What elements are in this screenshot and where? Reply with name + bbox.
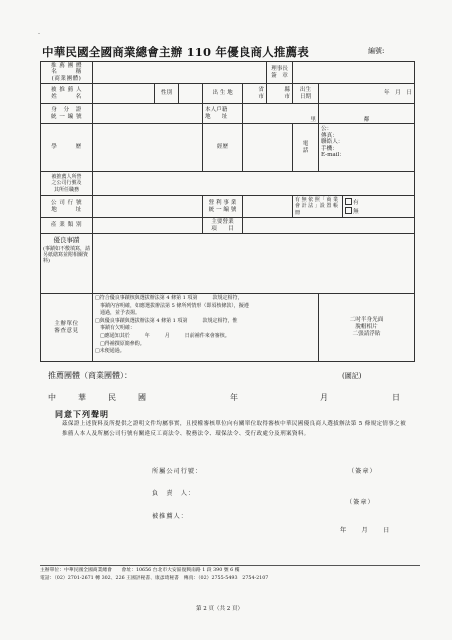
id-number-field[interactable] xyxy=(93,104,203,124)
county-label: 縣 市 xyxy=(267,84,293,104)
birthplace-label: 出 生 地 xyxy=(203,84,243,104)
owner-sign-label: 負 責 人： xyxy=(152,490,196,497)
phone-field[interactable] xyxy=(319,124,415,172)
position-field[interactable] xyxy=(93,172,415,196)
deeds-field[interactable] xyxy=(93,234,415,294)
company-address-label: 公 司 行 號 地 址 xyxy=(41,196,93,218)
position-label: 被推薦人所營 之公司行號及 其所任職務 xyxy=(41,172,93,196)
review-option: 事蹟有欠明確： xyxy=(95,325,136,332)
consent-date: 年 月 日 xyxy=(340,527,391,534)
chair-sign-label: 理事長 簽 章 xyxy=(267,62,293,84)
review-label: 主辦單位 審查意見 xyxy=(41,294,93,362)
yes-label: 有 xyxy=(353,200,359,206)
birth-date-label: 出生 日期 xyxy=(293,84,319,104)
main-products-field[interactable] xyxy=(243,218,415,234)
nominee-sign-label: 被推薦人： xyxy=(152,513,188,520)
table-row xyxy=(41,124,415,172)
business-reg-label: 營 利 事 業 統 一 編 號 xyxy=(203,196,243,218)
table-row xyxy=(41,218,415,234)
business-reg-field[interactable] xyxy=(243,196,293,218)
table-row xyxy=(41,62,415,84)
company-seal-label: （簽章） xyxy=(348,468,377,475)
lin-label: 鄰 xyxy=(319,104,415,124)
deeds-label-cell xyxy=(41,234,93,294)
consent-text: 茲保證上述資料及所提供之證明文件均屬事實，且授權審核單位向有關單位取得審核中華民國優良商人選拔辦法第 5 條規定情事之被推薦人本人及所屬公司行號有關違反工商法令、稅務法令、環保法令、受行政處分及刑案資料。 xyxy=(62,421,406,437)
review-option[interactable]: □應通知其於 年 月 日前補件來會審核。 xyxy=(95,332,230,339)
footer-contact: 電話：（02）2701-2671 轉 302、226 王國評秘書、康彥琦秘書 傳真：（02）2755-5493 2754-2107 xyxy=(40,576,269,581)
roc-label: 中 華 民 國 xyxy=(48,393,148,402)
table-row xyxy=(41,84,415,104)
review-option[interactable]: □得補撰原簡參酌。 xyxy=(95,340,145,347)
table-row xyxy=(41,172,415,196)
phone-office: 公： xyxy=(321,126,333,132)
phone-contact: 聯絡人： xyxy=(321,139,344,145)
table-row xyxy=(41,294,415,362)
id-number-label: 身 分 證 統 一 編 號 xyxy=(41,104,93,124)
birth-date-field[interactable]: 年 月 日 xyxy=(319,84,415,104)
education-label: 學 歷 xyxy=(41,124,93,172)
residence-label: 本人戶籍 地 址 xyxy=(203,104,243,124)
table-row xyxy=(41,196,415,218)
page-title: 中華民國全國商業總會主辦 110 年優良商人推薦表 xyxy=(42,45,310,59)
phone-fax: 傳真： xyxy=(321,132,338,139)
phone-label: 電 話 xyxy=(293,124,319,172)
gender-label: 性別 xyxy=(155,84,179,104)
chair-sign-field[interactable] xyxy=(293,62,415,84)
nominee-name-field[interactable] xyxy=(93,84,155,104)
table-row xyxy=(41,234,415,294)
day-label: 日 xyxy=(392,393,400,402)
serial-number-label: 編號: xyxy=(368,47,385,55)
province-label: 省 市 xyxy=(243,84,267,104)
nominee-name-label: 被 推 薦 人 姓 名 xyxy=(41,84,93,104)
no-label: 無 xyxy=(353,208,359,215)
review-option[interactable]: □未便通過。 xyxy=(95,348,125,355)
phone-mobile: 手機： xyxy=(321,145,338,152)
accounting-books-options[interactable] xyxy=(343,196,415,218)
review-option: 通過，並予表揚。 xyxy=(95,310,141,317)
photo-box[interactable] xyxy=(319,294,415,362)
consent-heading: 同意下列聲明 xyxy=(55,409,109,419)
deeds-note: (事蹟如不敷填寫，請另紙繕寫並附相關資料) xyxy=(43,245,90,264)
footer-address: 主辦單位：中華民國全國商業總會 會址：10656 台北市大安區復興南路 1 段 390 號 6 樓 xyxy=(40,568,240,573)
li-label: 里 xyxy=(243,104,319,124)
experience-label: 經歷 xyxy=(203,124,243,172)
nomination-form-table xyxy=(40,61,415,362)
review-options[interactable] xyxy=(93,294,319,362)
footer xyxy=(40,565,420,583)
review-option[interactable]: □與優良事蹟與選拔辦法第 4 條第 1 項第 款規定相符，惟 xyxy=(95,317,238,324)
review-option[interactable]: □符合優良事蹟核與選拔辦法第 4 條第 1 項第 款規定相符， xyxy=(95,295,243,301)
gender-field[interactable] xyxy=(179,84,203,104)
photo-instructions: 二吋半身光面 脫帽相片 二張請浮貼 xyxy=(349,317,384,337)
page-number: 第 2 頁（共 2 頁） xyxy=(196,606,243,612)
deeds-label: 優良事蹟 xyxy=(53,236,80,244)
yes-checkbox[interactable] xyxy=(345,198,352,205)
industry-label: 產 業 類 別 xyxy=(41,218,93,234)
review-option: 事蹟內容明確，如應選拔辦法第 5 條所列情形（即須核條款），擬遵 xyxy=(95,302,249,309)
accounting-books-label: 有 無 依 照「 商 業 會 計 法 」設 置 帳 冊 xyxy=(293,196,343,218)
industry-field[interactable] xyxy=(93,218,203,234)
education-field[interactable] xyxy=(93,124,203,172)
no-checkbox[interactable] xyxy=(345,207,352,214)
corner-mark: - xyxy=(38,30,41,37)
org-seal-label: (圖記) xyxy=(342,372,362,380)
org-signature-label: 推薦團體（商業團體）： xyxy=(48,371,132,380)
company-sign-label: 所屬公司行號： xyxy=(152,468,203,475)
month-label: 月 xyxy=(320,393,328,402)
phone-email: E-mail： xyxy=(321,152,345,158)
table-row xyxy=(41,104,415,124)
year-label: 年 xyxy=(230,393,238,402)
company-address-field[interactable] xyxy=(93,196,203,218)
owner-seal-label: （簽章） xyxy=(346,499,375,506)
org-name-field[interactable] xyxy=(93,62,267,84)
experience-field[interactable] xyxy=(243,124,293,172)
main-products-label: 主要營業 項 目 xyxy=(203,218,243,234)
org-name-label: 推 薦 團 體 名 稱 (商業團體) xyxy=(41,62,93,84)
